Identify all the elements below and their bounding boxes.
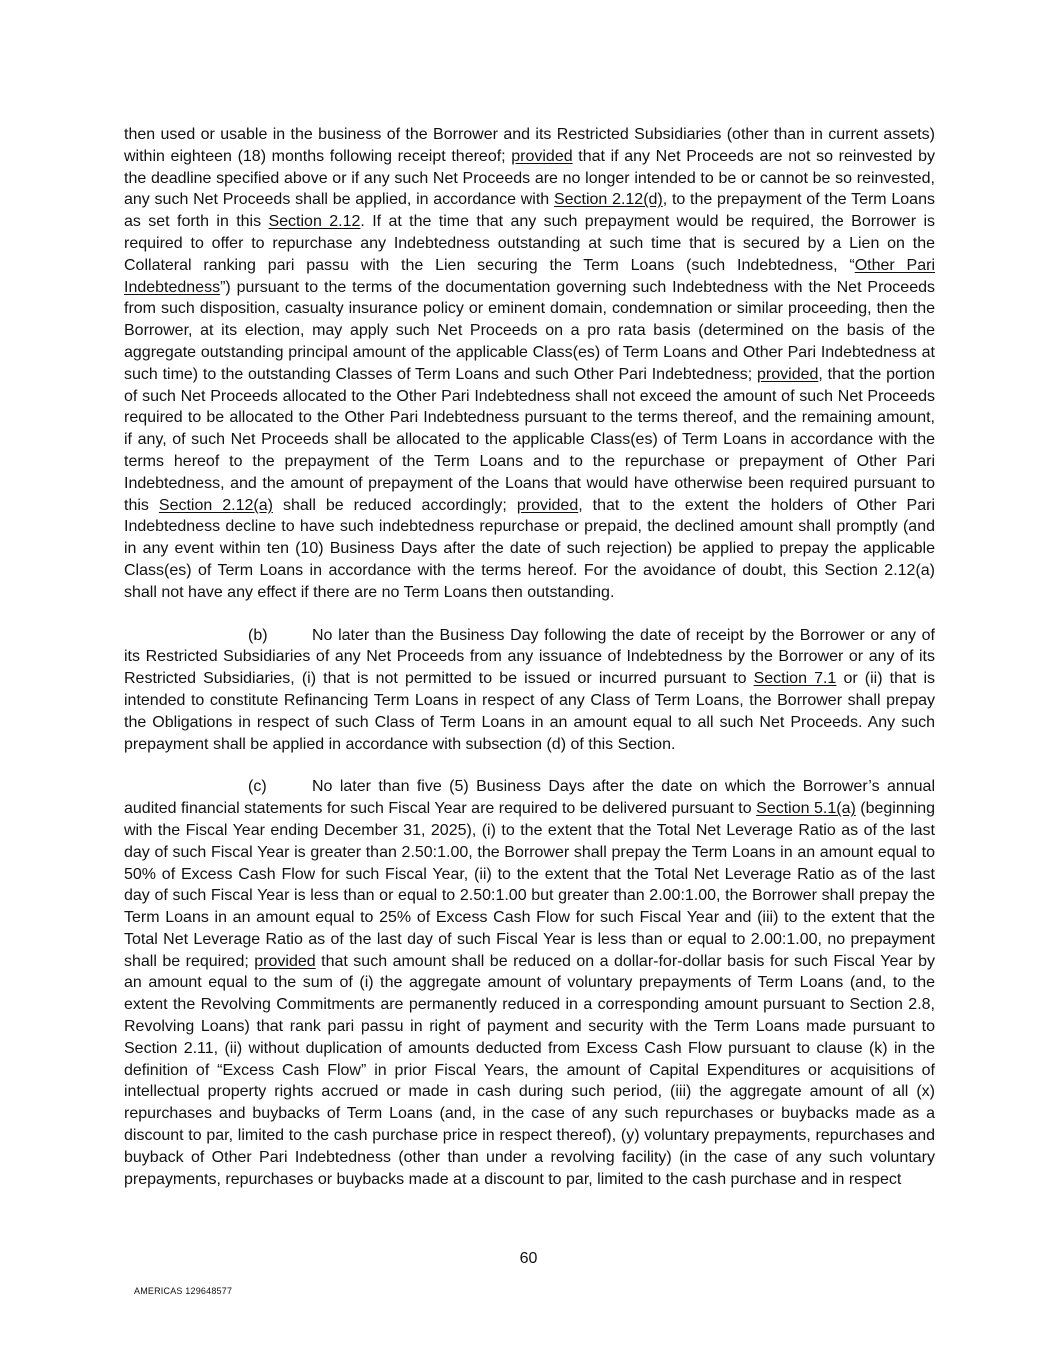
paragraph-a-continuation: [124, 124, 935, 604]
text-run: (beginning with the Fiscal Year ending December 31, 2025), (i) to the extent that the Total Net Leverage Ratio as of the last day of such Fiscal Year is greater than 2.50:1.00, the Borrower shall prepay the Term Loans in an amount equal to 50% of Excess Cash Flow for such Fiscal Year, (ii) to the extent that the Total Net Leverage Ratio as of the last day of such Fiscal Year is less than or equal to 2.50:1.00 but greater than 2.00:1.00, the Borrower shall prepay the Term Loans in an amount equal to 25% of Excess Cash Flow for such Fiscal Year and (iii) to the extent that the Total Net Leverage Ratio as of the last day of such Fiscal Year is less than or equal to 2.00:1.00, no prepayment shall be required;: [124, 800, 936, 970]
text-run: , to the prepayment of the Term Loans as set forth in this: [124, 191, 935, 231]
text-run: that such amount shall be reduced on a dollar-for-dollar basis for such Fiscal Year by an amount equal to the sum of (i) the aggregate amount of voluntary prepayments of Term Loans (and, to the extent the Revolving Commitments are permanently reduced in a corresponding amount pursuant to Section 2.8, Revolving Loans) that rank pari passu in right of payment and security with the Term Loans made pursuant to Section 2.11, (ii) without duplication of amounts deducted from Excess Cash Flow pursuant to clause (k) in the definition of “Excess Cash Flow” in prior Fiscal Years, the amount of Capital Expenditures or acquisitions of intellectual property rights accrued or made in cash during such period, (iii) the aggregate amount of all (x) repurchases and buybacks of Term Loans (and, in the case of any such repurchases or buybacks made as a discount to par, limited to the cash purchase price in respect thereof), (y) voluntary prepayments, repurchases and buyback of Other Pari Indebtedness (other than under a revolving facility) (in the case of any such voluntary prepayments, repurchases or buybacks made at a discount to par, limited to the cash purchase and in respect: [124, 952, 935, 1188]
section-reference: Section 5.1(a): [756, 800, 856, 818]
text-run: No later than five (5) Business Days after the date on which the Borrower’s annual audited financial statements for such Fiscal Year are required to be delivered pursuant to: [124, 778, 935, 818]
document-id: AMERICAS 129648577: [134, 1286, 233, 1296]
defined-term: Other Pari Indebtedness: [124, 256, 935, 296]
clause-label: (b): [248, 626, 268, 644]
section-reference: Section 2.12(a): [158, 496, 273, 514]
text-run: . If at the time that any such prepayment would be required, the Borrower is required to offer to repurchase any Indebtedness outstanding at such time that is secured by a Lien on the Collateral ranking pari passu with the Lien securing the Term Loans (such Indebtedness, “: [124, 213, 935, 274]
text-run: No later than the Business Day following the date of receipt by the Borrower or any of its Restricted Subsidiaries of any Net Proceeds from any issuance of Indebtedness by the Borrower or any of its Restricted Subsidiaries, (i) that is not permitted to be issued or incurred pursuant to: [124, 626, 935, 688]
text-run: , that the portion of such Net Proceeds allocated to the Other Pari Indebtedness shall not exceed the amount of such Net Proceeds required to be allocated to the Other Pari Indebtedness pursuant to the terms thereof, and the remaining amount, if any, of such Net Proceeds shall be allocated to the applicable Class(es) of Term Loans in accordance with the terms hereof to the prepayment of the Term Loans and to the repurchase or prepayment of Other Pari Indebtedness, and the amount of prepayment of the Loans that would have otherwise been required pursuant to this: [124, 365, 936, 514]
text-run: then used or usable in the business of the Borrower and its Restricted Subsidiaries (other than in current assets) within eighteen (18) months following receipt thereof;: [124, 126, 935, 165]
underlined-term: provided: [254, 952, 316, 970]
underlined-term: provided: [511, 147, 573, 165]
text-run: ”) pursuant to the terms of the documentation governing such Indebtedness with the Net Proceeds from such disposition, casualty insurance policy or eminent domain, condemnation or similar proceeding, then the Borrower, at its election, may apply such Net Proceeds on a pro rata basis (determined on the basis of the aggregate outstanding principal amount of the applicable Class(es) of Term Loans and Other Pari Indebtedness at such time) to the outstanding Classes of Term Loans and such Other Pari Indebtedness;: [124, 278, 935, 383]
text-run: or (ii) that is intended to constitute Refinancing Term Loans in respect of any Class of Term Loans, the Borrower shall prepay the Obligations in respect of such Class of Term Loans in an amount equal to all such Net Proceeds. Any such prepayment shall be applied in accordance with subsection (d) of this Section.: [124, 670, 936, 753]
underlined-term: provided: [757, 365, 819, 383]
section-reference: Section 2.12: [268, 213, 361, 231]
underlined-term: provided: [516, 496, 579, 514]
section-reference: Section 7.1: [753, 670, 837, 688]
text-run: shall be reduced accordingly;: [272, 496, 517, 514]
page-number: 60: [519, 1250, 538, 1267]
text-run: that if any Net Proceeds are not so reinvested by the deadline specified above or if any such Net Proceeds are no longer intended to be or cannot be so reinvested, any such Net Proceeds shall be applied, in accordance with: [124, 147, 935, 209]
section-reference: Section 2.12(d): [553, 191, 663, 209]
text-run: , that to the extent the holders of Other Pari Indebtedness decline to have such indebtedness repurchase or prepaid, the declined amount shall promptly (and in any event within ten (10) Business Days after the date of such rejection) be applied to prepay the applicable Class(es) of Term Loans in accordance with the terms hereof. For the avoidance of doubt, this Section 2.12(a) shall not have any effect if there are no Term Loans then outstanding.: [124, 496, 936, 601]
clause-label: (c): [248, 778, 267, 796]
document-page: [124, 124, 935, 1190]
paragraph-c: [124, 776, 935, 1190]
paragraph-b: [124, 625, 935, 756]
